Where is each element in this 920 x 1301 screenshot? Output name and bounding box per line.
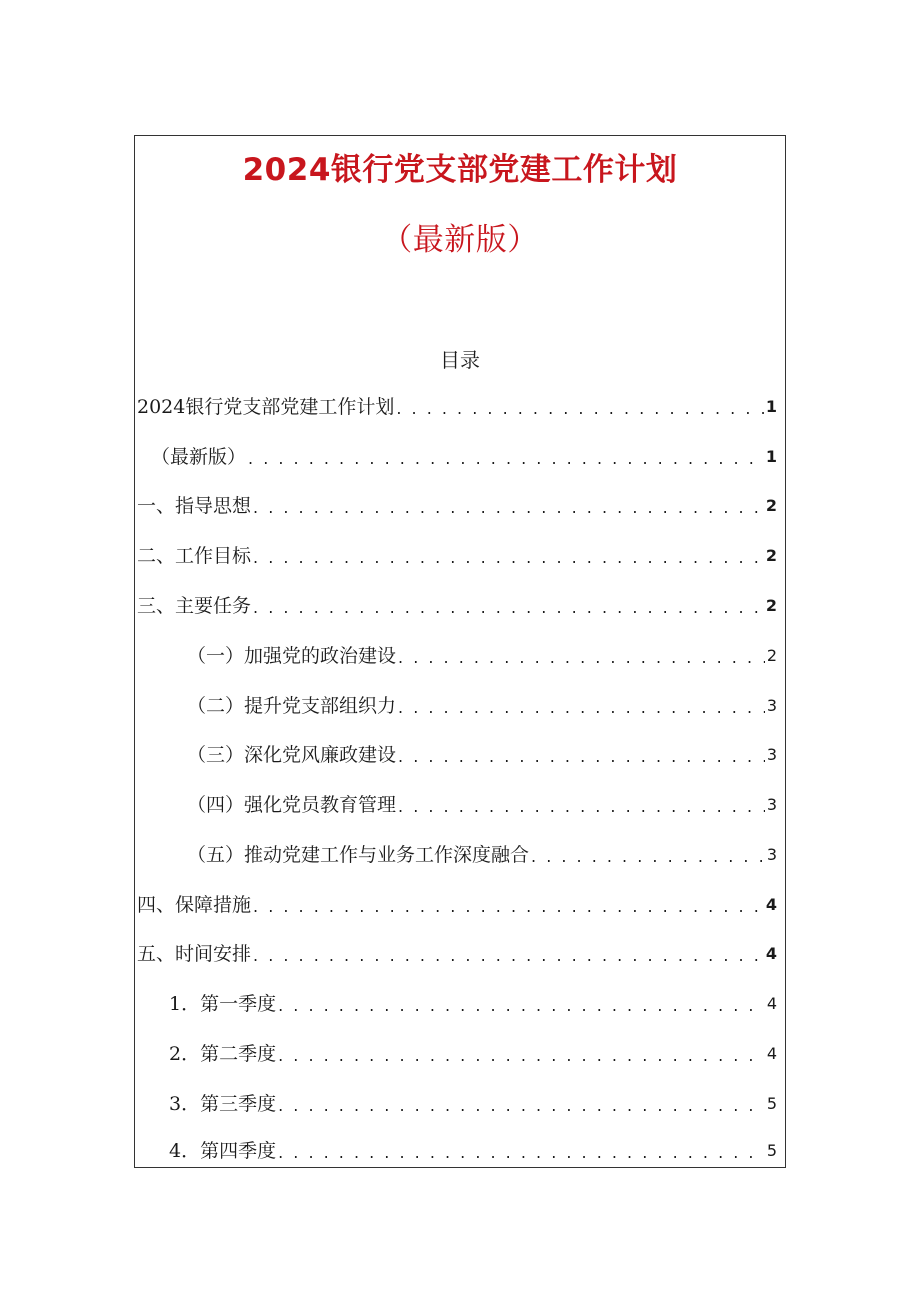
toc-entry-text: 2．第二季度 bbox=[169, 1043, 277, 1065]
toc-entry-text: 二、工作目标 bbox=[137, 545, 252, 567]
toc-entry-page: 5 bbox=[766, 1141, 777, 1160]
toc-entry-text: （一）加强党的政治建设 bbox=[187, 645, 397, 667]
toc-leader-dots bbox=[398, 796, 765, 818]
toc-entry[interactable] bbox=[135, 1091, 777, 1117]
toc-entry-page: 4 bbox=[765, 895, 777, 914]
toc-entry[interactable] bbox=[135, 493, 777, 519]
toc-entry-text: （四）强化党员教育管理 bbox=[187, 794, 397, 816]
toc-leader-dots bbox=[278, 1142, 765, 1164]
toc-entry[interactable] bbox=[135, 394, 777, 420]
toc-entry[interactable] bbox=[135, 593, 777, 619]
toc-leader-dots bbox=[248, 448, 764, 470]
toc-entry[interactable] bbox=[135, 941, 777, 967]
toc-entry-text: 4．第四季度 bbox=[169, 1140, 277, 1162]
toc-leader-dots bbox=[398, 697, 765, 719]
toc-entry-page: 5 bbox=[766, 1094, 777, 1113]
toc-entry-page: 2 bbox=[765, 546, 777, 565]
toc-leader-dots bbox=[531, 846, 765, 868]
toc-entry[interactable] bbox=[135, 991, 777, 1017]
toc-entry-page: 4 bbox=[765, 944, 777, 963]
toc-entry-page: 1 bbox=[765, 447, 777, 466]
toc-entry-page: 1 bbox=[765, 397, 777, 416]
toc-leader-dots bbox=[396, 398, 764, 420]
document-subtitle: （最新版） bbox=[381, 222, 539, 258]
toc-entry-page: 3 bbox=[766, 795, 777, 814]
toc-entry-text: 五、时间安排 bbox=[137, 943, 252, 965]
toc-entry-page: 2 bbox=[766, 646, 777, 665]
toc-entry[interactable] bbox=[135, 742, 777, 768]
toc-leader-dots bbox=[253, 547, 764, 569]
toc-heading: 目录 bbox=[440, 348, 480, 372]
toc-entry[interactable] bbox=[135, 1138, 777, 1164]
toc-entry-page: 3 bbox=[766, 845, 777, 864]
toc-entry[interactable] bbox=[135, 842, 777, 868]
toc-entry-text: （五）推动党建工作与业务工作深度融合 bbox=[187, 844, 530, 866]
toc-entry-text: 1．第一季度 bbox=[169, 993, 277, 1015]
toc-entry[interactable] bbox=[135, 1041, 777, 1067]
toc-leader-dots bbox=[278, 1095, 765, 1117]
toc-leader-dots bbox=[253, 896, 764, 918]
toc-entry-page: 3 bbox=[766, 696, 777, 715]
toc-entry-text: 四、保障措施 bbox=[137, 894, 252, 916]
toc-leader-dots bbox=[398, 647, 765, 669]
toc-entry-text: （最新版） bbox=[151, 446, 247, 468]
document-frame bbox=[134, 135, 786, 1168]
toc-entry-text: 三、主要任务 bbox=[137, 595, 252, 617]
toc-entry-page: 4 bbox=[766, 1044, 777, 1063]
toc-entry-text: 2024银行党支部党建工作计划 bbox=[137, 396, 395, 418]
toc-entry-page: 3 bbox=[766, 745, 777, 764]
toc-leader-dots bbox=[253, 497, 764, 519]
toc-entry-text: 一、指导思想 bbox=[137, 495, 252, 517]
toc-leader-dots bbox=[253, 597, 764, 619]
toc-entry[interactable] bbox=[135, 792, 777, 818]
toc-entry[interactable] bbox=[135, 543, 777, 569]
toc-entry-page: 4 bbox=[766, 994, 777, 1013]
toc-entry[interactable] bbox=[135, 444, 777, 470]
toc-entry[interactable] bbox=[135, 892, 777, 918]
toc-entry-text: （二）提升党支部组织力 bbox=[187, 695, 397, 717]
toc-entry-page: 2 bbox=[765, 596, 777, 615]
toc-leader-dots bbox=[253, 945, 764, 967]
toc-entry-page: 2 bbox=[765, 496, 777, 515]
toc-entry[interactable] bbox=[135, 643, 777, 669]
toc-entry[interactable] bbox=[135, 693, 777, 719]
toc-entry-text: （三）深化党风廉政建设 bbox=[187, 744, 397, 766]
toc-leader-dots bbox=[278, 995, 765, 1017]
toc-entry-text: 3．第三季度 bbox=[169, 1093, 277, 1115]
toc-leader-dots bbox=[398, 746, 765, 768]
document-title: 2024银行党支部党建工作计划 bbox=[242, 152, 678, 188]
toc-leader-dots bbox=[278, 1045, 765, 1067]
